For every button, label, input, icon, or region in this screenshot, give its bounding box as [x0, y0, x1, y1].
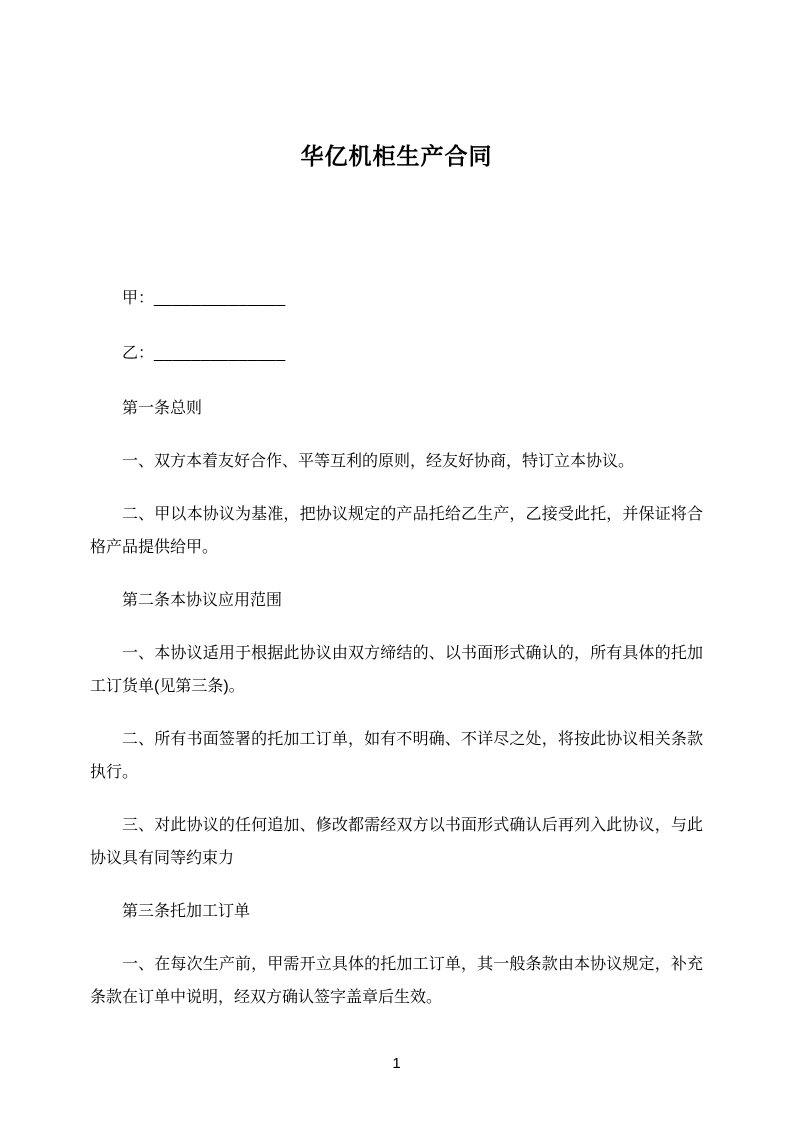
section-3-paragraph-1: 一、在每次生产前，甲需开立具体的托加工订单，其一般条款由本协议规定，补充条款在订单中说明，经双方确认签字盖章后生效。: [90, 956, 703, 1006]
section-1-paragraph-1: 一、双方本着友好合作、平等互利的原则，经友好协商，特订立本协议。: [122, 453, 635, 470]
party-a-label: 甲：: [122, 290, 155, 307]
section-3-heading: 第三条托加工订单: [122, 903, 251, 920]
party-a-line: [90, 282, 703, 315]
document-title: 华亿机柜生产合同: [300, 143, 493, 169]
section-2-heading: 第二条本协议应用范围: [122, 592, 283, 609]
section-2-paragraph-1: 一、本协议适用于根据此协议由双方缔结的、以书面形式确认的，所有具体的托加工订货单(见第三条)。: [90, 645, 703, 695]
party-b-line: [90, 337, 703, 370]
section-1-paragraph-2: 二、甲以本协议为基准，把协议规定的产品托给乙生产，乙接受此托，并保证将合格产品提供给甲。: [90, 506, 703, 556]
section-2-paragraph-2: 二、所有书面签署的托加工订单，如有不明确、不详尽之处，将按此协议相关条款执行。: [90, 731, 703, 781]
party-b-label: 乙：: [122, 345, 155, 362]
page-number: 1: [392, 1055, 401, 1072]
party-b-blank-underline: ______________: [154, 345, 286, 362]
section-2-paragraph-3: 三、对此协议的任何追加、修改都需经双方以书面形式确认后再列入此协议，与此协议具有同等约束力: [90, 817, 703, 867]
party-a-blank-underline: ______________: [154, 290, 286, 307]
section-1-heading: 第一条总则: [122, 400, 203, 417]
